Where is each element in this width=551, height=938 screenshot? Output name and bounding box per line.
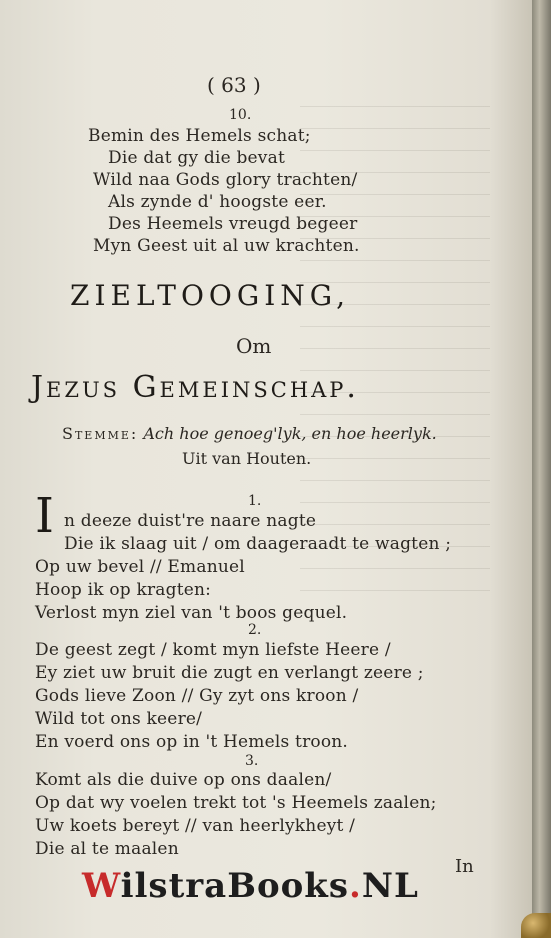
watermark-logo (82, 866, 419, 906)
stanza-line: Op uw bevel // Emanuel (35, 557, 245, 577)
show-through-text (300, 90, 490, 610)
stanza-line: Hoop ik op kragten: (35, 580, 212, 600)
tune-source: Uit van Houten. (182, 449, 312, 468)
hymn-subtitle: Jezus Gemeinschap. (31, 370, 359, 405)
catchword: In (455, 856, 474, 877)
tune-name: Ach hoe genoeg'lyk, en hoe heerlyk. (143, 424, 437, 443)
verse-line: Bemin des Hemels schat; (88, 126, 311, 146)
page-number: ( 63 ) (207, 73, 261, 97)
stanza-line: Die ik slaag uit / om daageraadt te wagten ; (64, 534, 452, 554)
stanza-number: 2. (248, 622, 262, 638)
stanza-number: 1. (248, 493, 262, 509)
stanza-line: Komt als die duive op ons daalen/ (35, 770, 332, 790)
stanza-line: Die al te maalen (35, 839, 179, 859)
stanza-line: Op dat wy voelen trekt tot 's Heemels zaalen; (35, 793, 437, 813)
stanza-line: Wild tot ons keere/ (35, 709, 203, 729)
stanza-line: Verlost myn ziel van 't boos gequel. (35, 603, 348, 623)
hymn-title-om: Om (236, 334, 272, 358)
adjacent-page-edge (532, 0, 551, 938)
stanza-line: n deeze duist're naare nagte (64, 511, 317, 531)
verse-line: Als zynde d' hoogste eer. (108, 192, 327, 212)
tune-indication (62, 426, 437, 442)
verse-line: Die dat gy die bevat (108, 148, 285, 168)
drop-capital: I (35, 488, 54, 544)
watermark-tld: NL (361, 866, 419, 906)
hymn-title: ZIELTOOGING, (70, 279, 351, 312)
verse-line: Des Heemels vreugd begeer (108, 214, 358, 234)
stanza-line: Ey ziet uw bruit die zugt en verlangt zeere ; (35, 663, 424, 683)
tune-label: Stemme: (62, 424, 139, 443)
watermark-name: ilstraBooks (120, 866, 350, 906)
stanza-line: Uw koets bereyt // van heerlykheyt / (35, 816, 356, 836)
brass-clasp (521, 913, 551, 938)
watermark-dot: . (349, 866, 362, 906)
stanza-line: En voerd ons op in 't Hemels troon. (35, 732, 349, 752)
stanza-line: De geest zegt / komt myn liefste Heere / (35, 640, 391, 660)
watermark-initial: W (82, 866, 121, 906)
verse-line: Wild naa Gods glory trachten/ (93, 170, 358, 190)
stanza-number: 3. (245, 753, 259, 769)
stanza-line: Gods lieve Zoon // Gy zyt ons kroon / (35, 686, 359, 706)
verse-line: Myn Geest uit al uw krachten. (93, 236, 360, 256)
verse-number: 10. (229, 107, 252, 123)
